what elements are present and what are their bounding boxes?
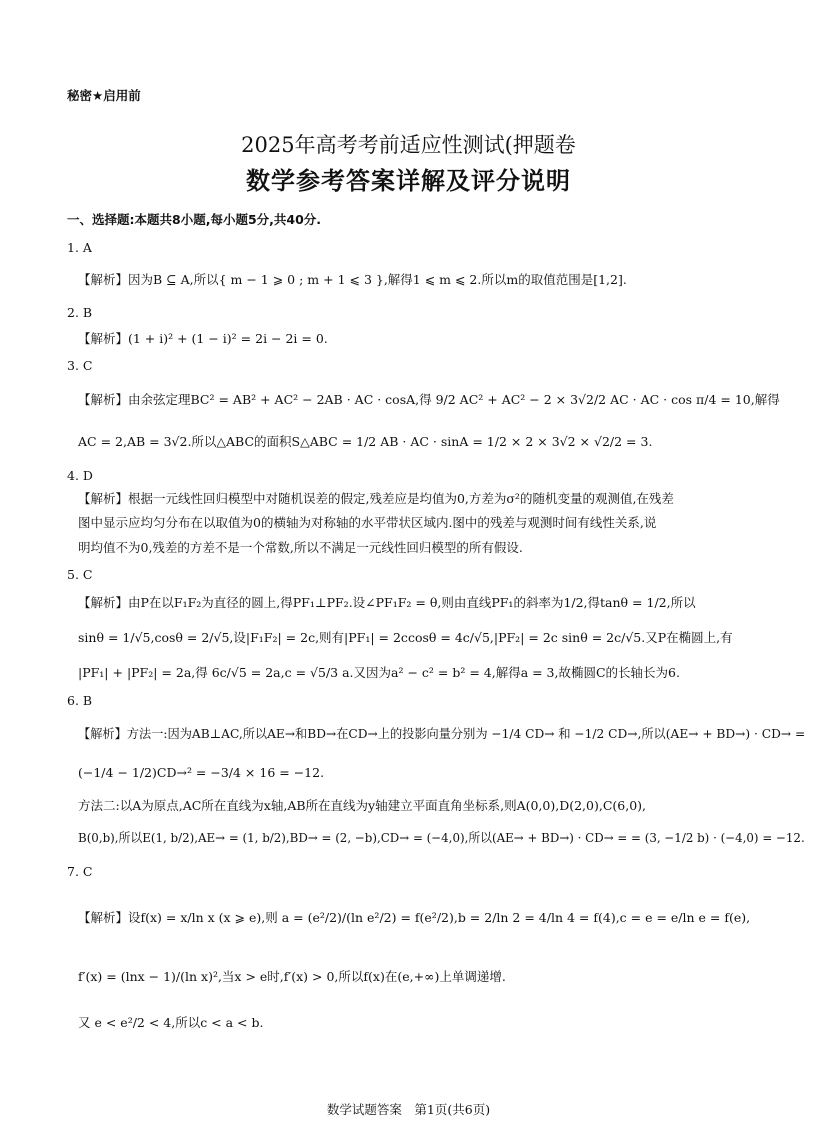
answer-title: 数学参考答案详解及评分说明 (246, 167, 571, 195)
q7-analysis-line: f′(x) = (lnx − 1)/(ln x)²,当x > e时,f′(x) > 0,所以f(x)在(e,+∞)上单调递增. (78, 969, 506, 984)
secret-label: 秘密★启用前 (67, 88, 141, 103)
q5-analysis-line: |PF₁| + |PF₂| = 2a,得 6c/√5 = 2a,c = √5/3 a.又因为a² − c² = b² = 4,解得a = 3,故椭圆C的长轴长为6. (78, 665, 680, 680)
q6-answer: 6. B (67, 693, 93, 708)
q1-analysis: 【解析】因为B ⊆ A,所以{ m − 1 ⩾ 0 ; m + 1 ⩽ 3 },解得1 ⩽ m ⩽ 2.所以m的取值范围是[1,2]. (78, 272, 627, 287)
q4-analysis-line: 【解析】根据一元线性回归模型中对随机误差的假定,残差应是均值为0,方差为σ²的随机变量的观测值,在残差 (78, 491, 674, 506)
q3-analysis-line: AC = 2,AB = 3√2.所以△ABC的面积S△ABC = 1/2 AB · AC · sinA = 1/2 × 2 × 3√2 × √2/2 = 3. (78, 434, 653, 449)
q2-answer: 2. B (67, 305, 93, 320)
exam-title: 2025年高考考前适应性测试(押题卷 (241, 133, 576, 157)
q3-answer: 3. C (67, 358, 93, 373)
q6-analysis-line: 方法二:以A为原点,AC所在直线为x轴,AB所在直线为y轴建立平面直角坐标系,则A(0,0),D(2,0),C(6,0), (78, 798, 647, 813)
page-footer: 数学试题答案 第1页(共6页) (326, 1102, 491, 1117)
section-heading: 一、选择题:本题共8小题,每小题5分,共40分. (67, 212, 322, 227)
q6-analysis-line: B(0,b),所以E(1, b/2),AE→ = (1, b/2),BD→ = (2, −b),CD→ = (−4,0),所以(AE→ + BD→) · CD→ = = (3, −1/2 b) · (−4,0) = −12. (78, 830, 805, 845)
q5-analysis-line: sinθ = 1/√5,cosθ = 2/√5,设|F₁F₂| = 2c,则有|PF₁| = 2ccosθ = 4c/√5,|PF₂| = 2c sinθ = 2c/√5.又P在椭圆上,有 (78, 630, 733, 645)
q4-analysis-line: 图中显示应均匀分布在以取值为0的横轴为对称轴的水平带状区域内.图中的残差与观测时间有线性关系,说 (78, 515, 657, 530)
q5-analysis-line: 【解析】由P在以F₁F₂为直径的圆上,得PF₁⊥PF₂.设∠PF₁F₂ = θ,则由直线PF₁的斜率为1/2,得tanθ = 1/2,所以 (78, 595, 696, 610)
q4-analysis-line: 明均值不为0,残差的方差不是一个常数,所以不满足一元线性回归模型的所有假设. (78, 540, 523, 555)
q2-analysis: 【解析】(1 + i)² + (1 − i)² = 2i − 2i = 0. (78, 331, 328, 346)
q6-analysis-line: 【解析】方法一:因为AB⊥AC,所以AE→和BD→在CD→上的投影向量分别为 −1/4 CD→ 和 −1/2 CD→,所以(AE→ + BD→) · CD→ = (78, 726, 806, 741)
q5-answer: 5. C (67, 567, 93, 582)
q1-answer: 1. A (67, 240, 92, 255)
q7-answer: 7. C (67, 864, 93, 879)
q6-analysis-line: (−1/4 − 1/2)CD→² = −3/4 × 16 = −12. (78, 765, 325, 780)
q3-analysis-line: 【解析】由余弦定理BC² = AB² + AC² − 2AB · AC · cosA,得 9/2 AC² + AC² − 2 × 3√2/2 AC · AC · cos π/4 = 10,解得 (78, 392, 780, 407)
q7-analysis-line: 又 e < e²/2 < 4,所以c < a < b. (78, 1015, 264, 1030)
q7-analysis-line: 【解析】设f(x) = x/ln x (x ⩾ e),则 a = (e²/2)/(ln e²/2) = f(e²/2),b = 2/ln 2 = 4/ln 4 = f(4),c = e = e/ln e = f(e), (78, 910, 751, 925)
q4-answer: 4. D (67, 468, 93, 483)
